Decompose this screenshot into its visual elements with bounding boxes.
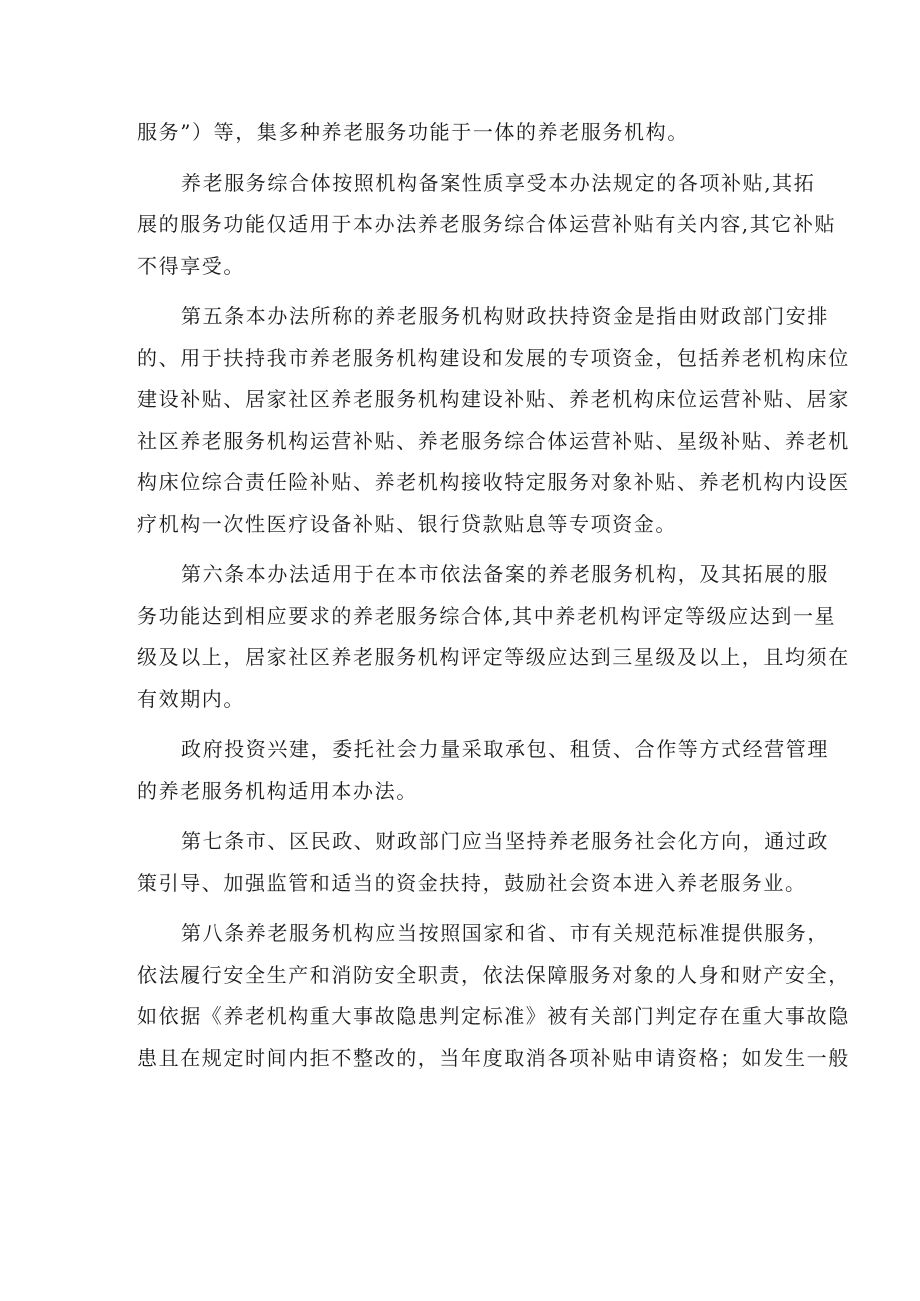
text-line: 构床位综合责任险补贴、养老机构接收特定服务对象补贴、养老机构内设医 (137, 470, 850, 494)
text-line: 第八条养老服务机构应当按照国家和省、市有关规范标准提供服务， (181, 921, 829, 945)
text-line: 疗机构一次性医疗设备补贴、银行贷款贴息等专项资金。 (137, 512, 677, 536)
text-line: 第五条本办法所称的养老服务机构财政扶持资金是指由财政部门安排 (181, 304, 829, 328)
text-line: 有效期内。 (137, 687, 245, 711)
text-line: 服务”）等，集多种养老服务功能于一体的养老服务机构。 (137, 120, 689, 144)
text-line: 依法履行安全生产和消防安全职责，依法保障服务对象的人身和财产安全， (137, 963, 850, 987)
text-line: 的、用于扶持我市养老服务机构建设和发展的专项资金，包括养老机构床位 (137, 346, 850, 370)
text-line: 患且在规定时间内拒不整改的，当年度取消各项补贴申请资格；如发生一般 (137, 1046, 850, 1070)
text-line: 养老服务综合体按照机构备案性质享受本办法规定的各项补贴,其拓 (181, 171, 816, 195)
text-line: 第六条本办法适用于在本市依法备案的养老服务机构，及其拓展的服 (181, 562, 829, 586)
text-line: 级及以上，居家社区养老服务机构评定等级应达到三星级及以上，且均须在 (137, 645, 850, 669)
text-line: 如依据《养老机构重大事故隐患判定标准》被有关部门判定存在重大事故隐 (137, 1004, 850, 1028)
text-line: 展的服务功能仅适用于本办法养老服务综合体运营补贴有关内容,其它补贴 (137, 212, 837, 236)
text-line: 建设补贴、居家社区养老服务机构建设补贴、养老机构床位运营补贴、居家 (137, 387, 850, 411)
text-line: 社区养老服务机构运营补贴、养老服务综合体运营补贴、星级补贴、养老机 (137, 429, 850, 453)
text-line: 第七条市、区民政、财政部门应当坚持养老服务社会化方向，通过政 (181, 829, 829, 853)
text-line: 不得享受。 (137, 254, 245, 278)
text-line: 务功能达到相应要求的养老服务综合体,其中养老机构评定等级应达到一星 (137, 604, 837, 628)
text-line: 策引导、加强监管和适当的资金扶持，鼓励社会资本进入养老服务业。 (137, 871, 807, 895)
text-line: 政府投资兴建，委托社会力量采取承包、租赁、合作等方式经营管理 (181, 737, 829, 761)
text-line: 的养老服务机构适用本办法。 (137, 779, 418, 803)
